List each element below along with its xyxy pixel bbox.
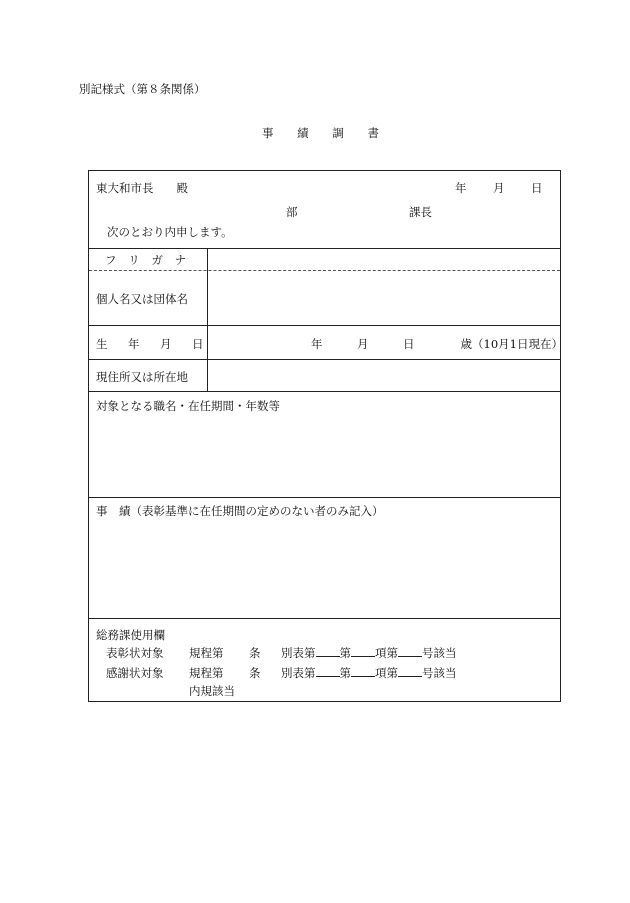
article-label: 条 [249, 646, 261, 660]
record-form [88, 170, 561, 702]
name-label: 個人名又は団体名 [96, 292, 188, 306]
divider [89, 618, 560, 619]
date-year: 年 [455, 181, 467, 195]
request-text: 次のとおり内申します。 [107, 225, 233, 239]
divider [89, 248, 560, 249]
department-label: 部 [286, 205, 298, 219]
addressee-text: 東大和市長 殿 [96, 181, 188, 195]
admin-section-title: 総務課使用欄 [96, 628, 165, 642]
title-char: 書 [367, 126, 379, 140]
article-label: 条 [249, 666, 261, 680]
furigana-label: フ リ ガ ナ [105, 253, 191, 267]
divider [89, 497, 560, 498]
birthdate-value: 年 月 日 歳（10月1日現在） [311, 337, 563, 351]
form-number-label: 別記様式（第８条関係） [79, 82, 206, 96]
title-char: 績 [297, 126, 309, 140]
internal-rule-label: 内規該当 [189, 684, 235, 698]
rule-label: 規程第 [189, 666, 224, 680]
divider [89, 359, 560, 360]
title-char: 調 [332, 126, 344, 140]
date-day: 日 [531, 181, 543, 195]
divider [89, 391, 560, 392]
rule-label: 規程第 [189, 646, 224, 660]
commendation-label: 表彰状対象 [106, 646, 164, 660]
dashed-divider [89, 270, 560, 271]
document-title [262, 125, 399, 141]
address-label: 現住所又は所在地 [96, 370, 188, 384]
divider [89, 325, 560, 326]
title-char: 事 [262, 126, 274, 140]
gratitude-label: 感謝状対象 [106, 666, 164, 680]
table-reference: 別表第 第 項第 号該当 [281, 646, 457, 660]
birthdate-label: 生 年 月 日 [96, 337, 204, 351]
position-label: 対象となる職名・在任期間・年数等 [96, 399, 280, 413]
section-chief-label: 課長 [409, 205, 432, 219]
date-month: 月 [493, 181, 505, 195]
table-reference: 別表第 第 項第 号該当 [281, 666, 457, 680]
achievement-label: 事 績（表彰基準に在任期間の定めのない者のみ記入） [96, 504, 384, 518]
label-column-divider [207, 248, 208, 391]
